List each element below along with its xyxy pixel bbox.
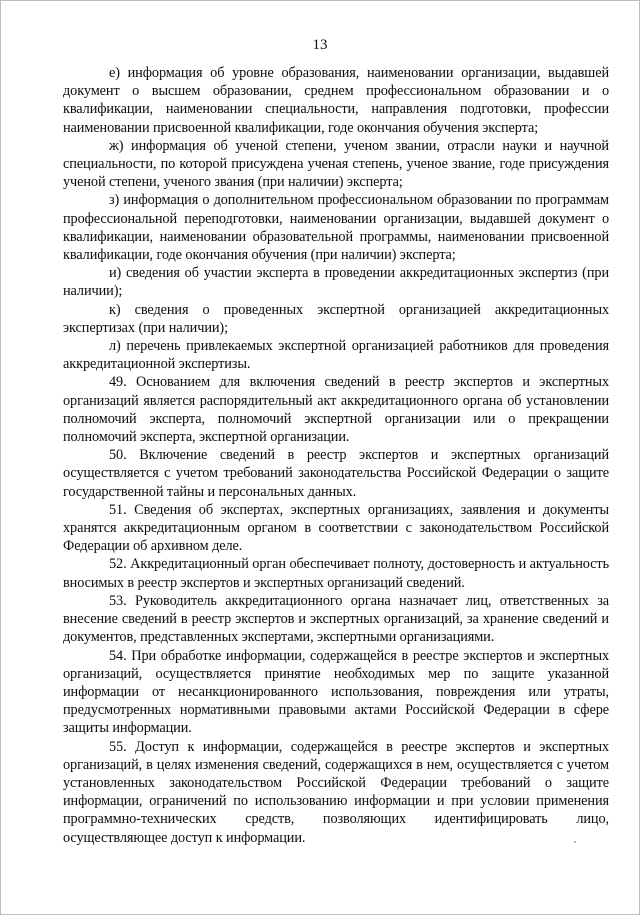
paragraph-z: з) информация о дополнительном профессиональном образовании по программам профессиональной переподготовки, наименовании организации, выдавшей документ о квалификации, наименовании образовательной программы, наименовании присвоенной квалификации, годе окончания обучения (при наличии) эксперта; xyxy=(63,192,609,264)
paragraph-k: к) сведения о проведенных экспертной организацией аккредитационных экспертизах (при наличии); xyxy=(63,301,609,336)
paragraph-54: 54. При обработке информации, содержащейся в реестре экспертов и экспертных организаций, осуществляется принятие необходимых мер по защите указанной информации от несанкционированного использования, повреждения или утраты, предусмотренных нормативными правовыми актами Российской Федерации в сфере защиты информации. xyxy=(63,647,609,737)
paragraph-zh: ж) информация об ученой степени, ученом звании, отрасли науки и научной специальности, по которой присуждена ученая степень, ученое звание, годе присуждения ученой степени, ученого звания (при наличии) эксперта; xyxy=(63,137,609,191)
paragraph-51: 51. Сведения об экспертах, экспертных организациях, заявления и документы хранятся аккредитационным органом в соответствии с законодательством Российской Федерации об архивном деле. xyxy=(63,501,609,555)
paragraph-l: л) перечень привлекаемых экспертной организацией работников для проведения аккредитационной экспертизы. xyxy=(63,338,609,373)
paragraph-53: 53. Руководитель аккредитационного органа назначает лиц, ответственных за внесение сведений в реестр экспертов и экспертных организаций, за хранение сведений и документов, представленных экспертами, экспертными организациями. xyxy=(63,592,609,646)
scan-artifact xyxy=(574,841,576,843)
paragraph-52: 52. Аккредитационный орган обеспечивает полноту, достоверность и актуальность вносимых в реестр экспертов и экспертных организаций сведений. xyxy=(63,556,609,591)
paragraph-i: и) сведения об участии эксперта в проведении аккредитационных экспертиз (при наличии); xyxy=(63,265,609,300)
paragraph-49: 49. Основанием для включения сведений в реестр экспертов и экспертных организаций является распорядительный акт аккредитационного органа об установлении полномочий эксперта, полномочий экспертной организации или о прекращении полномочий эксперта, экспертной организации. xyxy=(63,374,609,446)
page-number: 13 xyxy=(312,37,328,53)
document-body xyxy=(63,64,609,847)
paragraph-55: 55. Доступ к информации, содержащейся в реестре экспертов и экспертных организаций, в целях изменения сведений, содержащихся в нем, осуществляется с учетом установленных законодательством Российской Федерации требований о защите информации, ограничений по использованию информации и при условии применения программно-технических средств, позволяющих идентифицировать лицо, осуществляющее доступ к информации. xyxy=(63,738,609,846)
paragraph-e: е) информация об уровне образования, наименовании организации, выдавшей документ о высшем образовании, среднем профессиональном образовании и о квалификации, наименовании специальности, направления подготовки, профессии наименовании присвоенной квалификации, годе окончания обучения эксперта; xyxy=(63,65,609,136)
paragraph-50: 50. Включение сведений в реестр экспертов и экспертных организаций осуществляется с учетом требований законодательства Российской Федерации о защите государственной тайны и персональных данных. xyxy=(63,447,609,500)
